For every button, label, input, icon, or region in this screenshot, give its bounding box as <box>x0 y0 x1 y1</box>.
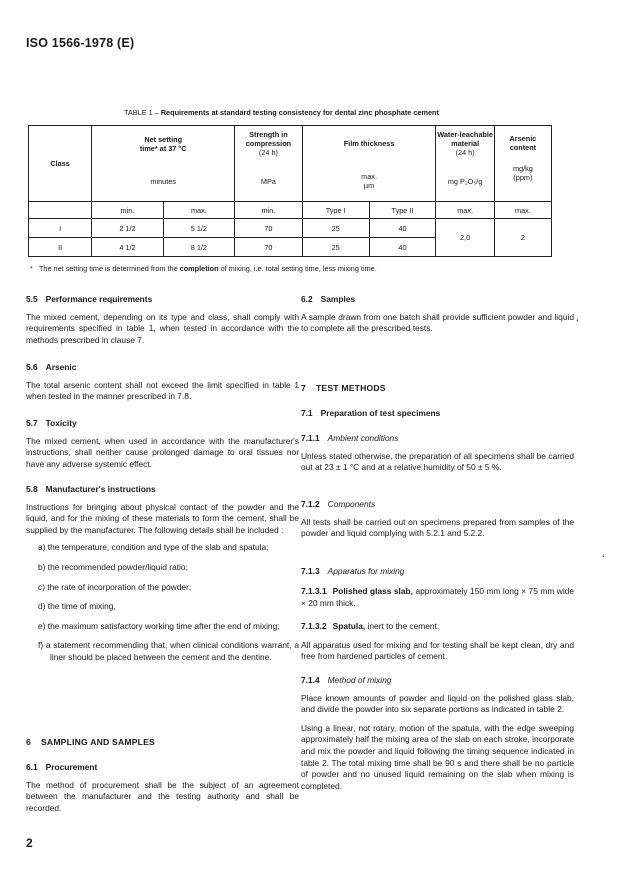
section-5-6 <box>26 362 299 403</box>
list-item: f) a statement recommending that, when clinical conditions warrant, a liner should be placed between the cement and the dentine. <box>38 640 299 662</box>
sub-header: Type II <box>369 202 436 219</box>
header-arsenic-unit1: mg/kg <box>512 164 533 173</box>
cell-set-min: 4 1/2 <box>92 238 163 257</box>
table-row <box>29 219 552 238</box>
section-text: The mixed cement, when used in accordance with the manufacturer's instructions, shall neither cause prolonged damage to oral tissues nor have any adverse systemic effect. <box>26 435 299 469</box>
sub-header: max. <box>494 202 551 219</box>
section-heading: 6 SAMPLING AND SAMPLES <box>26 737 155 747</box>
section-text: 7.1.3.2 Spatula, inert to the cement. <box>301 621 440 631</box>
header-setting-time <box>92 126 235 162</box>
sub-header: Type I <box>302 202 369 219</box>
table-caption <box>124 108 439 117</box>
section-text: A sample drawn from one batch shall provide sufficient powder and liquid to complete all the prescribed tests. <box>301 311 574 334</box>
section-heading: 7.1.3 Apparatus for mixing <box>301 566 405 576</box>
cell-set-min: 2 1/2 <box>92 219 163 238</box>
section-heading: 7.1 Preparation of test specimens <box>301 408 441 418</box>
cell-set-max: 5 1/2 <box>163 219 234 238</box>
unit-film-um: µm <box>363 181 375 191</box>
table-caption-title: Requirements at standard testing consistency for dental zinc phosphate cement <box>160 108 439 117</box>
header-setting-line2: time* at 37 °C <box>139 143 187 153</box>
header-water-leachable <box>436 126 494 162</box>
section-text: Instructions for bringing about physical contact of the powder and the liquid, and for the mixing of these materials to form the cement, shall be supplied by the manufacturer. The following details shall be included : <box>26 501 299 535</box>
header-strength-line1: Strength in <box>249 130 288 140</box>
section-7-1 <box>301 408 574 420</box>
section-heading: 7.1.2 Components <box>301 499 376 509</box>
cell-type1: 25 <box>302 238 369 257</box>
table-footnote <box>30 264 377 273</box>
footnote-marker: * <box>30 264 33 273</box>
sub-header: max. <box>163 202 234 219</box>
cell-type2: 40 <box>369 219 436 238</box>
list-item: b) the recommended powder/liquid ratio; <box>38 561 188 572</box>
footnote-text-b: of mixing, i.e. total setting time, less mixing time. <box>218 264 377 273</box>
section-heading: 7 TEST METHODS <box>301 383 386 393</box>
header-strength-line3: (24 h) <box>258 148 278 158</box>
cell-class: I <box>29 219 92 238</box>
section-heading: 5.5 Performance requirements <box>26 294 153 304</box>
scan-mark: ‘ <box>576 316 579 330</box>
section-5-5 <box>26 294 299 346</box>
unit-film-max: max. <box>361 172 377 182</box>
cell-type1: 25 <box>302 219 369 238</box>
list-item: a) the temperature, condition and type of the slab and spatula; <box>38 542 269 553</box>
unit-minutes: minutes <box>92 162 235 202</box>
section-text: The total arsenic content shall not exceed the limit specified in table 1 when tested in the manner prescribed in 7.8. <box>26 379 299 402</box>
unit-mpa: MPa <box>235 162 303 202</box>
header-film-thickness <box>302 126 436 162</box>
header-arsenic <box>494 126 551 202</box>
section-7-1-3-2 <box>301 621 574 663</box>
list-item: c) the rate of incorporation of the powder; <box>38 581 192 592</box>
sub-header: min. <box>92 202 163 219</box>
cell-class: II <box>29 238 92 257</box>
sub-header: min. <box>235 202 303 219</box>
section-7-1-2 <box>301 499 574 540</box>
list-item: e) the maximum satisfactory working time after the end of mixing; <box>38 620 280 631</box>
header-strength-line2: compression <box>245 139 292 149</box>
cell-type2: 40 <box>369 238 436 257</box>
requirements-table <box>28 125 552 257</box>
section-7-1-4 <box>301 675 574 792</box>
sub-header: max. <box>436 202 494 219</box>
section-text: Unless stated otherwise, the preparation of all specimens shall be carried out at 23 ± 1 °C and at a relative humidity of 50 ± 5 %. <box>301 450 574 473</box>
section-text: All apparatus used for mixing and for testing shall be kept clean, dry and free from hardened particles of cement. <box>301 639 574 662</box>
list-item: d) the time of mixing, <box>38 601 116 612</box>
header-film-label: Film thickness <box>343 139 395 149</box>
header-setting-line1: Net setting <box>144 134 183 144</box>
unit-water: mg P₂O₅/g <box>436 162 494 202</box>
section-text: All tests shall be carried out on specimens prepared from samples of the powder and liquid complying with 5.2.1 and 5.2.2. <box>301 516 574 539</box>
section-5-7 <box>26 418 299 470</box>
section-5-8 <box>26 484 299 664</box>
cell-strength: 70 <box>235 238 303 257</box>
cell-strength: 70 <box>235 219 303 238</box>
header-arsenic-line1: Arsenic <box>509 134 537 143</box>
section-6-2 <box>301 294 574 335</box>
section-7 <box>301 383 574 395</box>
section-heading: 5.6 Arsenic <box>26 362 77 372</box>
header-water-line2: material <box>451 139 480 149</box>
footnote-text-a: The net setting time is determined from the <box>38 264 180 273</box>
sub-empty <box>29 202 92 219</box>
section-heading: 7.1.1 Ambient conditions <box>301 433 399 443</box>
header-arsenic-unit2: (ppm) <box>513 173 533 182</box>
section-6 <box>26 737 299 749</box>
section-7-1-3 <box>301 566 574 578</box>
cell-water-value: 2,0 <box>436 219 494 257</box>
section-heading: 6.1 Procurement <box>26 762 98 772</box>
footnote-bold: completion <box>179 264 219 273</box>
document-header: ISO 1566-1978 (E) <box>26 36 135 50</box>
section-heading: 7.1.4 Method of mixing <box>301 675 392 685</box>
section-text: The mixed cement, depending on its type and class, shall comply with requirements specified in table 1, when tested in accordance with the methods prescribed in clause 7. <box>26 311 299 345</box>
section-text: Place known amounts of powder and liquid on the polished glass slab, and divide the powder into six separate portions as indicated in table 2. <box>301 692 574 715</box>
header-arsenic-line2: content <box>509 143 537 152</box>
section-6-1 <box>26 762 299 814</box>
header-strength <box>235 126 303 162</box>
section-text: The method of procurement shall be the subject of an agreement between the manufacturer and the testing authority and shall be recorded. <box>26 779 299 813</box>
cell-set-max: 8 1/2 <box>163 238 234 257</box>
section-7-1-1 <box>301 433 574 474</box>
table-caption-prefix: TABLE 1 – <box>124 108 161 117</box>
unit-film <box>302 162 436 202</box>
section-heading: 5.7 Toxicity <box>26 418 77 428</box>
section-heading: 5.8 Manufacturer's instructions <box>26 484 156 494</box>
header-water-line1: Water-leachable <box>437 130 493 140</box>
header-class: Class <box>29 126 92 202</box>
header-water-line3: (24 h) <box>455 148 475 158</box>
scan-mark: ‘ <box>602 552 605 566</box>
cell-arsenic-value: 2 <box>494 219 551 257</box>
page-number: 2 <box>26 836 33 850</box>
section-7-1-3-1 <box>301 586 574 609</box>
section-heading: 6.2 Samples <box>301 294 356 304</box>
section-text: 7.1.3.1 Polished glass slab, approximately 150 mm long × 75 mm wide × 20 mm thick. <box>301 586 574 608</box>
section-text: Using a linear, not rotary, motion of the spatula, with the edge sweeping approximately half the mixing area of the slab on each stroke, incorporate and mix the powder and liquid following the timing sequence indicated in table 2. The total mixing time shall be 90 s and there shall be no particle of powder and no unused liquid remaining on the slab when mixing is completed. <box>301 722 574 791</box>
